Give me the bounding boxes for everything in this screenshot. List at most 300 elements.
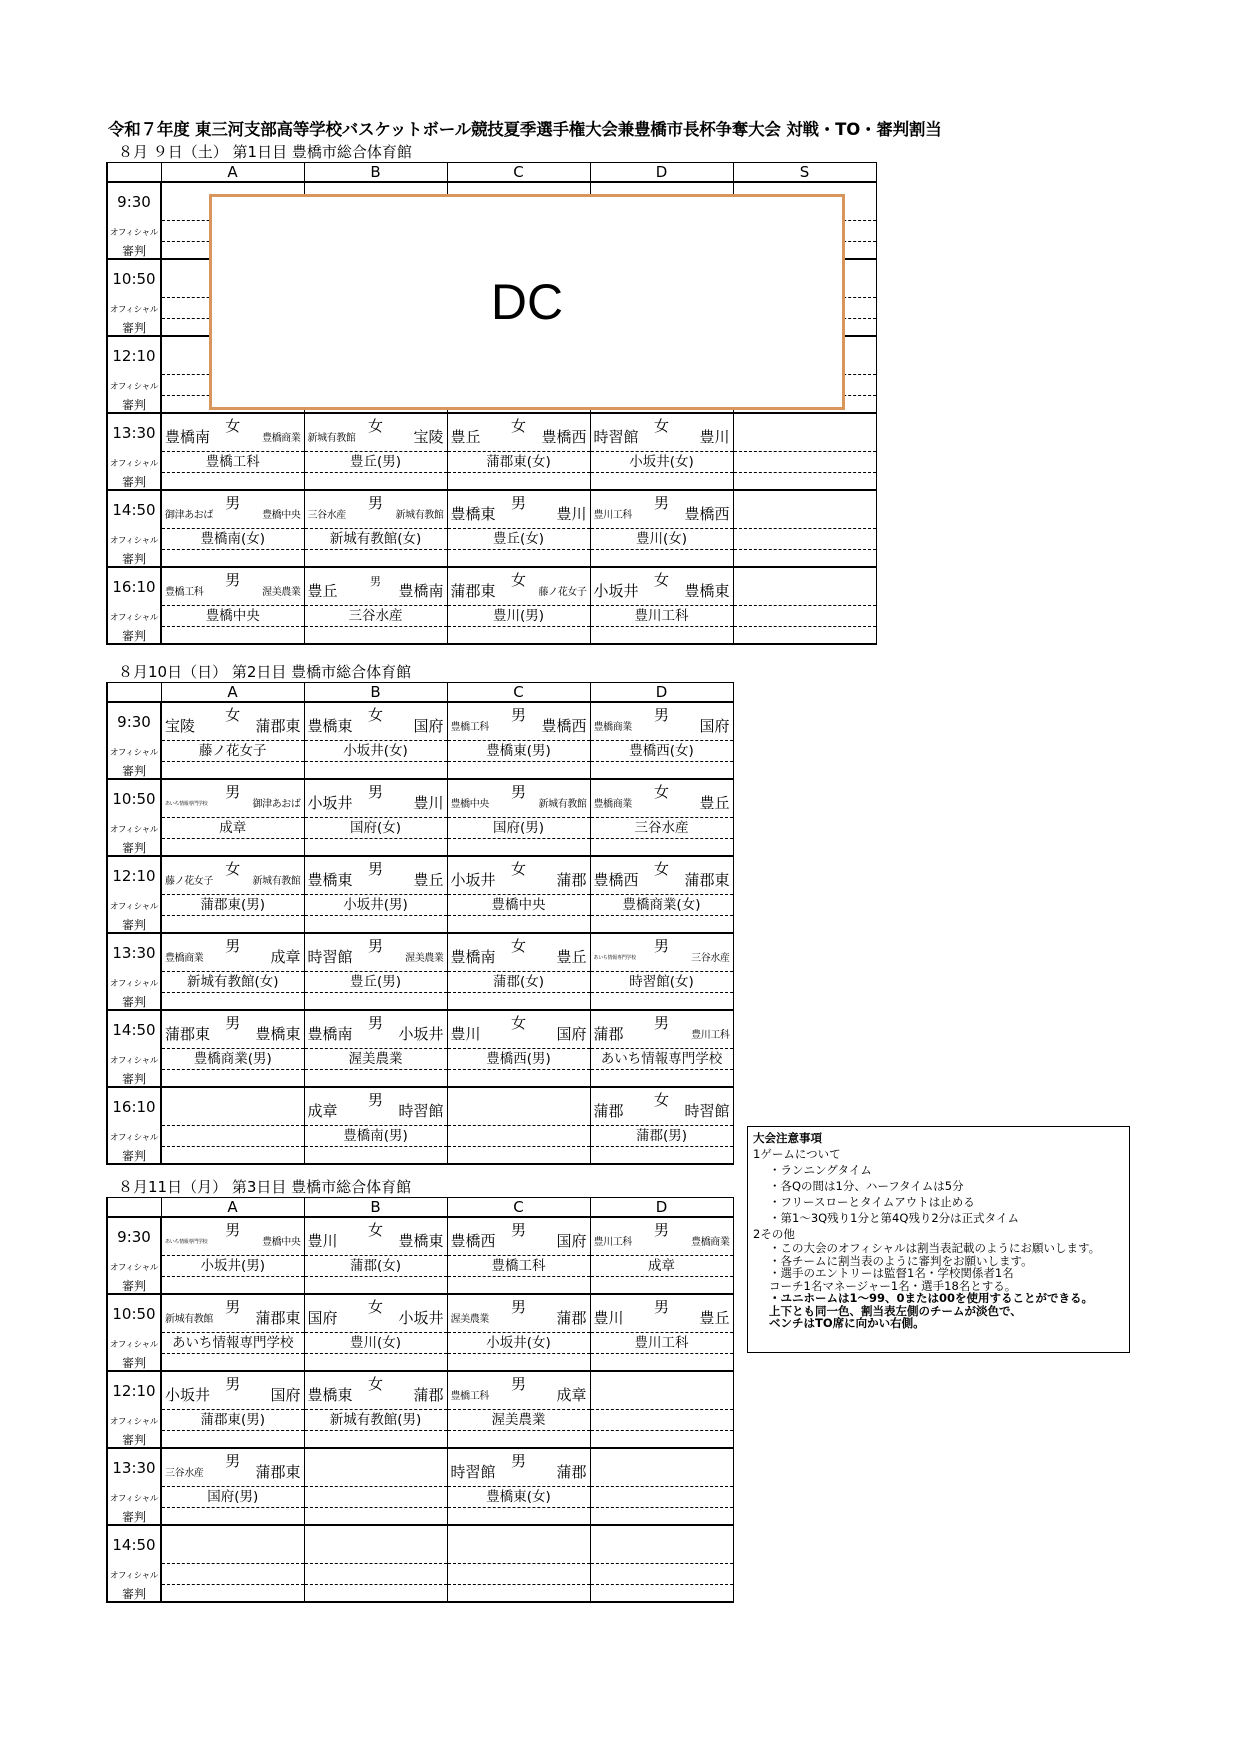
official-label: オフィシャル bbox=[109, 1416, 159, 1427]
court-header-d: D bbox=[590, 163, 733, 183]
division-sex: 女 bbox=[653, 1091, 670, 1109]
referee-label: 審判 bbox=[121, 1278, 146, 1293]
match-cell bbox=[590, 702, 733, 779]
referee-team bbox=[591, 916, 733, 932]
referee-label: 審判 bbox=[121, 994, 146, 1009]
referee-team bbox=[162, 1508, 304, 1524]
away-team: 豊丘 bbox=[699, 1308, 730, 1327]
referee-team bbox=[162, 839, 304, 855]
court-header-d: D bbox=[590, 1198, 733, 1218]
division-sex: 女 bbox=[225, 706, 241, 724]
division-sex: 男 bbox=[367, 1014, 384, 1032]
notes-line: ・各チームに割当表のように審判をお願いします。 bbox=[769, 1253, 1033, 1268]
official-team: 豊橋中央 bbox=[162, 605, 304, 627]
notes-line: ・ランニングタイム bbox=[769, 1163, 872, 1177]
match-cell bbox=[304, 702, 447, 779]
match-cell bbox=[304, 567, 447, 644]
match-cell bbox=[447, 413, 590, 490]
time-cell bbox=[107, 490, 161, 567]
referee-label: 審判 bbox=[121, 474, 146, 489]
division-sex: 男 bbox=[225, 937, 241, 955]
referee-team bbox=[448, 993, 590, 1009]
official-team: 豊川工科 bbox=[591, 1332, 733, 1354]
start-time: 14:50 bbox=[112, 501, 156, 519]
home-team: 蒲郡東 bbox=[165, 1024, 211, 1043]
referee-team bbox=[448, 762, 590, 778]
match-cell bbox=[447, 490, 590, 567]
referee-team bbox=[591, 1508, 733, 1524]
away-team: 豊橋西 bbox=[684, 504, 730, 523]
referee-team bbox=[305, 993, 447, 1009]
division-sex: 女 bbox=[510, 937, 527, 955]
away-team: 豊川 bbox=[556, 504, 587, 523]
referee-team bbox=[162, 993, 304, 1009]
court-header-a: A bbox=[161, 163, 304, 183]
official-team: 新城有教館(女) bbox=[162, 971, 304, 993]
time-cell bbox=[107, 1010, 161, 1087]
referee-team bbox=[305, 1354, 447, 1370]
referee-label: 審判 bbox=[121, 1355, 146, 1370]
referee-team bbox=[734, 550, 876, 566]
home-team: 豊橋南 bbox=[165, 427, 211, 446]
official-team: 豊橋西(女) bbox=[591, 740, 733, 762]
referee-team bbox=[162, 627, 304, 643]
time-slot-row bbox=[107, 1371, 733, 1448]
official-team bbox=[734, 605, 876, 627]
day3-heading: ８月11日（月） 第3日目 豊橋市総合体育館 bbox=[118, 1178, 412, 1196]
home-team: 蒲郡 bbox=[593, 1024, 624, 1043]
home-team: 豊橋中央 bbox=[450, 798, 489, 810]
official-team bbox=[591, 1409, 733, 1431]
home-team: 時習館 bbox=[307, 947, 353, 966]
official-team: 小坂井(女) bbox=[448, 1332, 590, 1354]
court-header-b: B bbox=[304, 683, 447, 703]
division-sex: 男 bbox=[367, 937, 384, 955]
day3-schedule-table bbox=[106, 1197, 734, 1603]
away-team: 成章 bbox=[556, 1385, 587, 1404]
day2-schedule-table bbox=[106, 682, 734, 1165]
referee-label: 審判 bbox=[121, 243, 146, 258]
referee-team bbox=[162, 1070, 304, 1086]
division-sex: 女 bbox=[367, 706, 384, 724]
away-team: 蒲郡東 bbox=[684, 870, 730, 889]
home-team: 豊橋工科 bbox=[450, 721, 489, 733]
time-cell bbox=[107, 1087, 161, 1164]
match-cell bbox=[447, 779, 590, 856]
official-team: 蒲郡(男) bbox=[591, 1125, 733, 1147]
away-team: 国府 bbox=[556, 1231, 587, 1250]
official-team: 豊丘(女) bbox=[448, 528, 590, 550]
home-team: 成章 bbox=[307, 1101, 338, 1120]
document-title: 令和７年度 東三河支部高等学校バスケットボール競技夏季選手権大会兼豊橋市長杯争奪大会 対戦・TO・審判割当 bbox=[108, 120, 942, 139]
match-cell bbox=[304, 779, 447, 856]
official-team: 蒲郡東(女) bbox=[448, 451, 590, 473]
official-team bbox=[305, 1563, 447, 1585]
referee-team bbox=[305, 627, 447, 643]
away-team: 渥美農業 bbox=[262, 586, 301, 598]
time-cell bbox=[107, 1294, 161, 1371]
match-cell bbox=[161, 1448, 304, 1525]
match-cell bbox=[161, 1294, 304, 1371]
referee-label: 審判 bbox=[121, 1071, 146, 1086]
official-label: オフィシャル bbox=[109, 1132, 159, 1143]
home-team: 三谷水産 bbox=[165, 1467, 204, 1479]
start-time: 12:10 bbox=[112, 347, 156, 365]
official-team: 小坂井(女) bbox=[591, 451, 733, 473]
home-team: 時習館 bbox=[450, 1462, 496, 1481]
time-slot-row bbox=[107, 413, 876, 490]
home-team: 蒲郡東 bbox=[450, 581, 496, 600]
referee-team bbox=[591, 1431, 733, 1447]
notes-line: ・各Qの間は1分、ハーフタイムは5分 bbox=[769, 1179, 964, 1193]
away-team: 国府 bbox=[270, 1385, 301, 1404]
referee-team bbox=[591, 473, 733, 489]
official-team: 蒲郡東(男) bbox=[162, 1409, 304, 1431]
official-label: オフィシャル bbox=[109, 1262, 159, 1273]
match-cell bbox=[161, 702, 304, 779]
time-cell bbox=[107, 856, 161, 933]
match-cell bbox=[161, 1525, 304, 1602]
match-cell bbox=[304, 856, 447, 933]
official-label: オフィシャル bbox=[109, 535, 159, 546]
match-cell bbox=[304, 1217, 447, 1294]
official-team bbox=[305, 1486, 447, 1508]
home-team: 小坂井 bbox=[307, 793, 353, 812]
home-team: あいち情報専門学校 bbox=[165, 1238, 208, 1245]
home-team: 豊川 bbox=[593, 1308, 624, 1327]
division-sex: 男 bbox=[225, 571, 241, 589]
home-team: あいち情報専門学校 bbox=[593, 954, 636, 961]
official-team: 豊橋商業(女) bbox=[591, 894, 733, 916]
division-sex: 男 bbox=[653, 937, 670, 955]
division-sex: 女 bbox=[653, 783, 670, 801]
official-team: 蒲郡(女) bbox=[448, 971, 590, 993]
header-corner bbox=[107, 1198, 161, 1218]
division-sex: 男 bbox=[510, 1375, 527, 1393]
referee-team bbox=[448, 1585, 590, 1601]
official-team bbox=[162, 1125, 304, 1147]
day1-heading: ８月 ９日（土） 第1日目 豊橋市総合体育館 bbox=[118, 143, 412, 161]
match-cell bbox=[161, 1217, 304, 1294]
notes-line: ・この大会のオフィシャルは割当表記載のようにお願いします。 bbox=[769, 1241, 1101, 1255]
home-team: 豊丘 bbox=[307, 581, 338, 600]
away-team: 豊丘 bbox=[556, 947, 587, 966]
referee-team bbox=[591, 993, 733, 1009]
official-team: 国府(男) bbox=[162, 1486, 304, 1508]
time-cell bbox=[107, 933, 161, 1010]
referee-team bbox=[305, 1585, 447, 1601]
division-sex: 女 bbox=[367, 1221, 384, 1239]
match-cell bbox=[590, 856, 733, 933]
referee-label: 審判 bbox=[121, 551, 146, 566]
away-team: 時習館 bbox=[684, 1101, 730, 1120]
match-cell bbox=[590, 1010, 733, 1087]
match-cell bbox=[590, 567, 733, 644]
official-team: 三谷水産 bbox=[591, 817, 733, 839]
referee-team bbox=[448, 1277, 590, 1293]
official-team: 豊橋工科 bbox=[162, 451, 304, 473]
match-cell bbox=[733, 490, 876, 567]
home-team: 渥美農業 bbox=[450, 1313, 489, 1325]
official-team: 豊橋南(女) bbox=[162, 528, 304, 550]
division-sex: 男 bbox=[653, 1221, 670, 1239]
referee-team bbox=[305, 1147, 447, 1163]
match-cell bbox=[590, 1525, 733, 1602]
away-team: 豊橋南 bbox=[398, 581, 444, 600]
match-cell bbox=[590, 1371, 733, 1448]
match-cell bbox=[304, 933, 447, 1010]
official-team bbox=[734, 528, 876, 550]
home-team: 豊川 bbox=[307, 1231, 338, 1250]
referee-team bbox=[162, 550, 304, 566]
home-team: 豊橋東 bbox=[307, 870, 353, 889]
away-team: 豊橋中央 bbox=[262, 509, 301, 521]
away-team: 時習館 bbox=[398, 1101, 444, 1120]
referee-team bbox=[591, 1147, 733, 1163]
home-team: 豊橋西 bbox=[593, 870, 639, 889]
match-cell bbox=[304, 1087, 447, 1164]
away-team: 豊橋西 bbox=[541, 427, 587, 446]
referee-team bbox=[305, 1508, 447, 1524]
official-team: 豊丘(男) bbox=[305, 451, 447, 473]
match-cell bbox=[590, 1448, 733, 1525]
home-team: あいち情報専門学校 bbox=[165, 800, 208, 807]
referee-label: 審判 bbox=[121, 397, 146, 412]
away-team: 蒲郡 bbox=[413, 1385, 444, 1404]
official-team: 豊橋東(男) bbox=[448, 740, 590, 762]
official-team: あいち情報専門学校 bbox=[591, 1048, 733, 1070]
day2-heading: ８月10日（日） 第2日目 豊橋市総合体育館 bbox=[118, 663, 412, 681]
official-team bbox=[162, 1563, 304, 1585]
court-header-c: C bbox=[447, 1198, 590, 1218]
home-team: 豊橋東 bbox=[307, 1385, 353, 1404]
division-sex: 男 bbox=[225, 1375, 241, 1393]
time-slot-row bbox=[107, 779, 733, 856]
time-cell bbox=[107, 567, 161, 644]
time-slot-row bbox=[107, 933, 733, 1010]
match-cell bbox=[447, 1448, 590, 1525]
match-cell bbox=[590, 933, 733, 1010]
official-label: オフィシャル bbox=[109, 1339, 159, 1350]
away-team: 渥美農業 bbox=[405, 952, 444, 964]
official-team: 国府(男) bbox=[448, 817, 590, 839]
referee-team bbox=[448, 627, 590, 643]
court-header-s: S bbox=[733, 163, 876, 183]
time-slot-row bbox=[107, 702, 733, 779]
start-time: 16:10 bbox=[112, 578, 156, 596]
referee-team bbox=[162, 1147, 304, 1163]
notes-line: ・第1～3Q残り1分と第4Q残り2分は正式タイム bbox=[769, 1211, 1019, 1225]
referee-team bbox=[305, 473, 447, 489]
official-team: 豊橋中央 bbox=[448, 894, 590, 916]
referee-team bbox=[162, 1585, 304, 1601]
official-label: オフィシャル bbox=[109, 978, 159, 989]
referee-label: 審判 bbox=[121, 1586, 146, 1601]
away-team: 豊川 bbox=[413, 793, 444, 812]
match-cell bbox=[161, 1371, 304, 1448]
division-sex: 女 bbox=[225, 417, 241, 435]
court-header-c: C bbox=[447, 683, 590, 703]
official-team: 豊川(男) bbox=[448, 605, 590, 627]
division-sex: 女 bbox=[510, 417, 527, 435]
home-team: 豊橋工科 bbox=[165, 586, 204, 598]
notes-line: ・フリースローとタイムアウトは止める bbox=[769, 1195, 975, 1209]
official-team: 豊橋西(男) bbox=[448, 1048, 590, 1070]
official-team: 豊川(女) bbox=[305, 1332, 447, 1354]
official-team: あいち情報専門学校 bbox=[162, 1332, 304, 1354]
home-team: 豊橋南 bbox=[450, 947, 496, 966]
referee-team bbox=[162, 1431, 304, 1447]
referee-team bbox=[305, 839, 447, 855]
official-team: 小坂井(男) bbox=[305, 894, 447, 916]
division-sex: 男 bbox=[225, 1452, 241, 1470]
match-cell bbox=[447, 856, 590, 933]
match-cell bbox=[447, 702, 590, 779]
start-time: 12:10 bbox=[112, 1382, 156, 1400]
official-team: 時習館(女) bbox=[591, 971, 733, 993]
division-sex: 女 bbox=[510, 571, 527, 589]
referee-team bbox=[448, 1354, 590, 1370]
away-team: 藤ノ花女子 bbox=[538, 586, 587, 598]
home-team: 豊橋南 bbox=[307, 1024, 353, 1043]
official-label: オフィシャル bbox=[109, 1493, 159, 1504]
referee-label: 審判 bbox=[121, 628, 146, 643]
home-team: 豊橋商業 bbox=[593, 798, 632, 810]
official-team bbox=[591, 1563, 733, 1585]
start-time: 10:50 bbox=[112, 790, 156, 808]
match-cell bbox=[304, 1294, 447, 1371]
time-slot-row bbox=[107, 567, 876, 644]
referee-team bbox=[448, 1147, 590, 1163]
referee-label: 審判 bbox=[121, 917, 146, 932]
notes-line: ・ユニホームは1～99、0または00を使用することができる。 bbox=[769, 1291, 1094, 1305]
start-time: 10:50 bbox=[112, 1305, 156, 1323]
home-team: 豊丘 bbox=[450, 427, 481, 446]
official-team: 成章 bbox=[162, 817, 304, 839]
home-team: 豊橋工科 bbox=[450, 1390, 489, 1402]
referee-team bbox=[591, 1354, 733, 1370]
division-sex: 男 bbox=[653, 706, 670, 724]
referee-team bbox=[591, 1585, 733, 1601]
notes-line: ・選手のエントリーは監督1名・学校関係者1名 bbox=[769, 1266, 1014, 1280]
home-team: 豊橋東 bbox=[450, 504, 496, 523]
match-cell bbox=[447, 933, 590, 1010]
away-team: 三谷水産 bbox=[691, 952, 730, 964]
court-header-b: B bbox=[304, 163, 447, 183]
notes-line: 上下とも同一色、割当表左側のチームが淡色で、 bbox=[769, 1303, 1022, 1318]
referee-team bbox=[162, 473, 304, 489]
referee-label: 審判 bbox=[121, 320, 146, 335]
time-cell bbox=[107, 336, 161, 413]
court-header-b: B bbox=[304, 1198, 447, 1218]
official-label: オフィシャル bbox=[109, 1055, 159, 1066]
referee-team bbox=[305, 916, 447, 932]
away-team: 豊丘 bbox=[699, 793, 730, 812]
notes-title: 大会注意事項 bbox=[753, 1131, 822, 1145]
time-slot-row bbox=[107, 1010, 733, 1087]
division-sex: 男 bbox=[225, 1014, 241, 1032]
referee-team bbox=[591, 1277, 733, 1293]
official-team: 渥美農業 bbox=[305, 1048, 447, 1070]
official-label: オフィシャル bbox=[109, 458, 159, 469]
division-sex: 男 bbox=[370, 575, 381, 588]
referee-team bbox=[591, 627, 733, 643]
official-team: 豊橋商業(男) bbox=[162, 1048, 304, 1070]
official-team: 新城有教館(女) bbox=[305, 528, 447, 550]
match-cell bbox=[733, 567, 876, 644]
division-sex: 男 bbox=[367, 1091, 384, 1109]
match-cell bbox=[161, 779, 304, 856]
referee-team bbox=[162, 1277, 304, 1293]
official-team: 豊橋東(女) bbox=[448, 1486, 590, 1508]
referee-team bbox=[448, 1431, 590, 1447]
home-team: 豊橋商業 bbox=[165, 952, 204, 964]
official-label: オフィシャル bbox=[109, 1570, 159, 1581]
time-cell bbox=[107, 779, 161, 856]
header-corner bbox=[107, 163, 161, 183]
match-cell bbox=[161, 567, 304, 644]
match-cell bbox=[590, 1087, 733, 1164]
division-sex: 女 bbox=[367, 1298, 384, 1316]
court-header-a: A bbox=[161, 1198, 304, 1218]
match-cell bbox=[161, 933, 304, 1010]
official-label: オフィシャル bbox=[109, 612, 159, 623]
official-team: 新城有教館(男) bbox=[305, 1409, 447, 1431]
referee-team bbox=[734, 473, 876, 489]
official-team: 小坂井(女) bbox=[305, 740, 447, 762]
time-slot-row bbox=[107, 856, 733, 933]
division-sex: 男 bbox=[510, 706, 527, 724]
tournament-notes-box bbox=[747, 1126, 1130, 1353]
division-sex: 女 bbox=[367, 417, 384, 435]
official-label: オフィシャル bbox=[109, 381, 159, 392]
division-sex: 男 bbox=[653, 494, 670, 512]
referee-team bbox=[162, 1354, 304, 1370]
match-cell bbox=[447, 567, 590, 644]
away-team: 蒲郡東 bbox=[255, 1462, 301, 1481]
referee-team bbox=[162, 762, 304, 778]
division-sex: 男 bbox=[653, 1298, 670, 1316]
time-slot-row bbox=[107, 490, 876, 567]
time-slot-row bbox=[107, 1448, 733, 1525]
start-time: 14:50 bbox=[112, 1536, 156, 1554]
referee-team bbox=[591, 839, 733, 855]
away-team: 新城有教館 bbox=[252, 875, 301, 887]
official-team bbox=[734, 451, 876, 473]
start-time: 12:10 bbox=[112, 867, 156, 885]
referee-team bbox=[591, 1070, 733, 1086]
referee-team bbox=[305, 1277, 447, 1293]
away-team: 蒲郡 bbox=[556, 870, 587, 889]
start-time: 16:10 bbox=[112, 1098, 156, 1116]
official-team: 豊橋工科 bbox=[448, 1255, 590, 1277]
match-cell bbox=[733, 413, 876, 490]
time-cell bbox=[107, 1217, 161, 1294]
home-team: 時習館 bbox=[593, 427, 639, 446]
official-label: オフィシャル bbox=[109, 304, 159, 315]
home-team: 豊橋西 bbox=[450, 1231, 496, 1250]
match-cell bbox=[161, 856, 304, 933]
away-team: 豊橋中央 bbox=[262, 1236, 301, 1248]
away-team: 蒲郡 bbox=[556, 1462, 587, 1481]
time-cell bbox=[107, 1448, 161, 1525]
match-cell bbox=[304, 1448, 447, 1525]
referee-label: 審判 bbox=[121, 763, 146, 778]
division-sex: 男 bbox=[367, 783, 384, 801]
official-label: オフィシャル bbox=[109, 747, 159, 758]
start-time: 13:30 bbox=[112, 1459, 156, 1477]
away-team: 豊橋東 bbox=[684, 581, 730, 600]
